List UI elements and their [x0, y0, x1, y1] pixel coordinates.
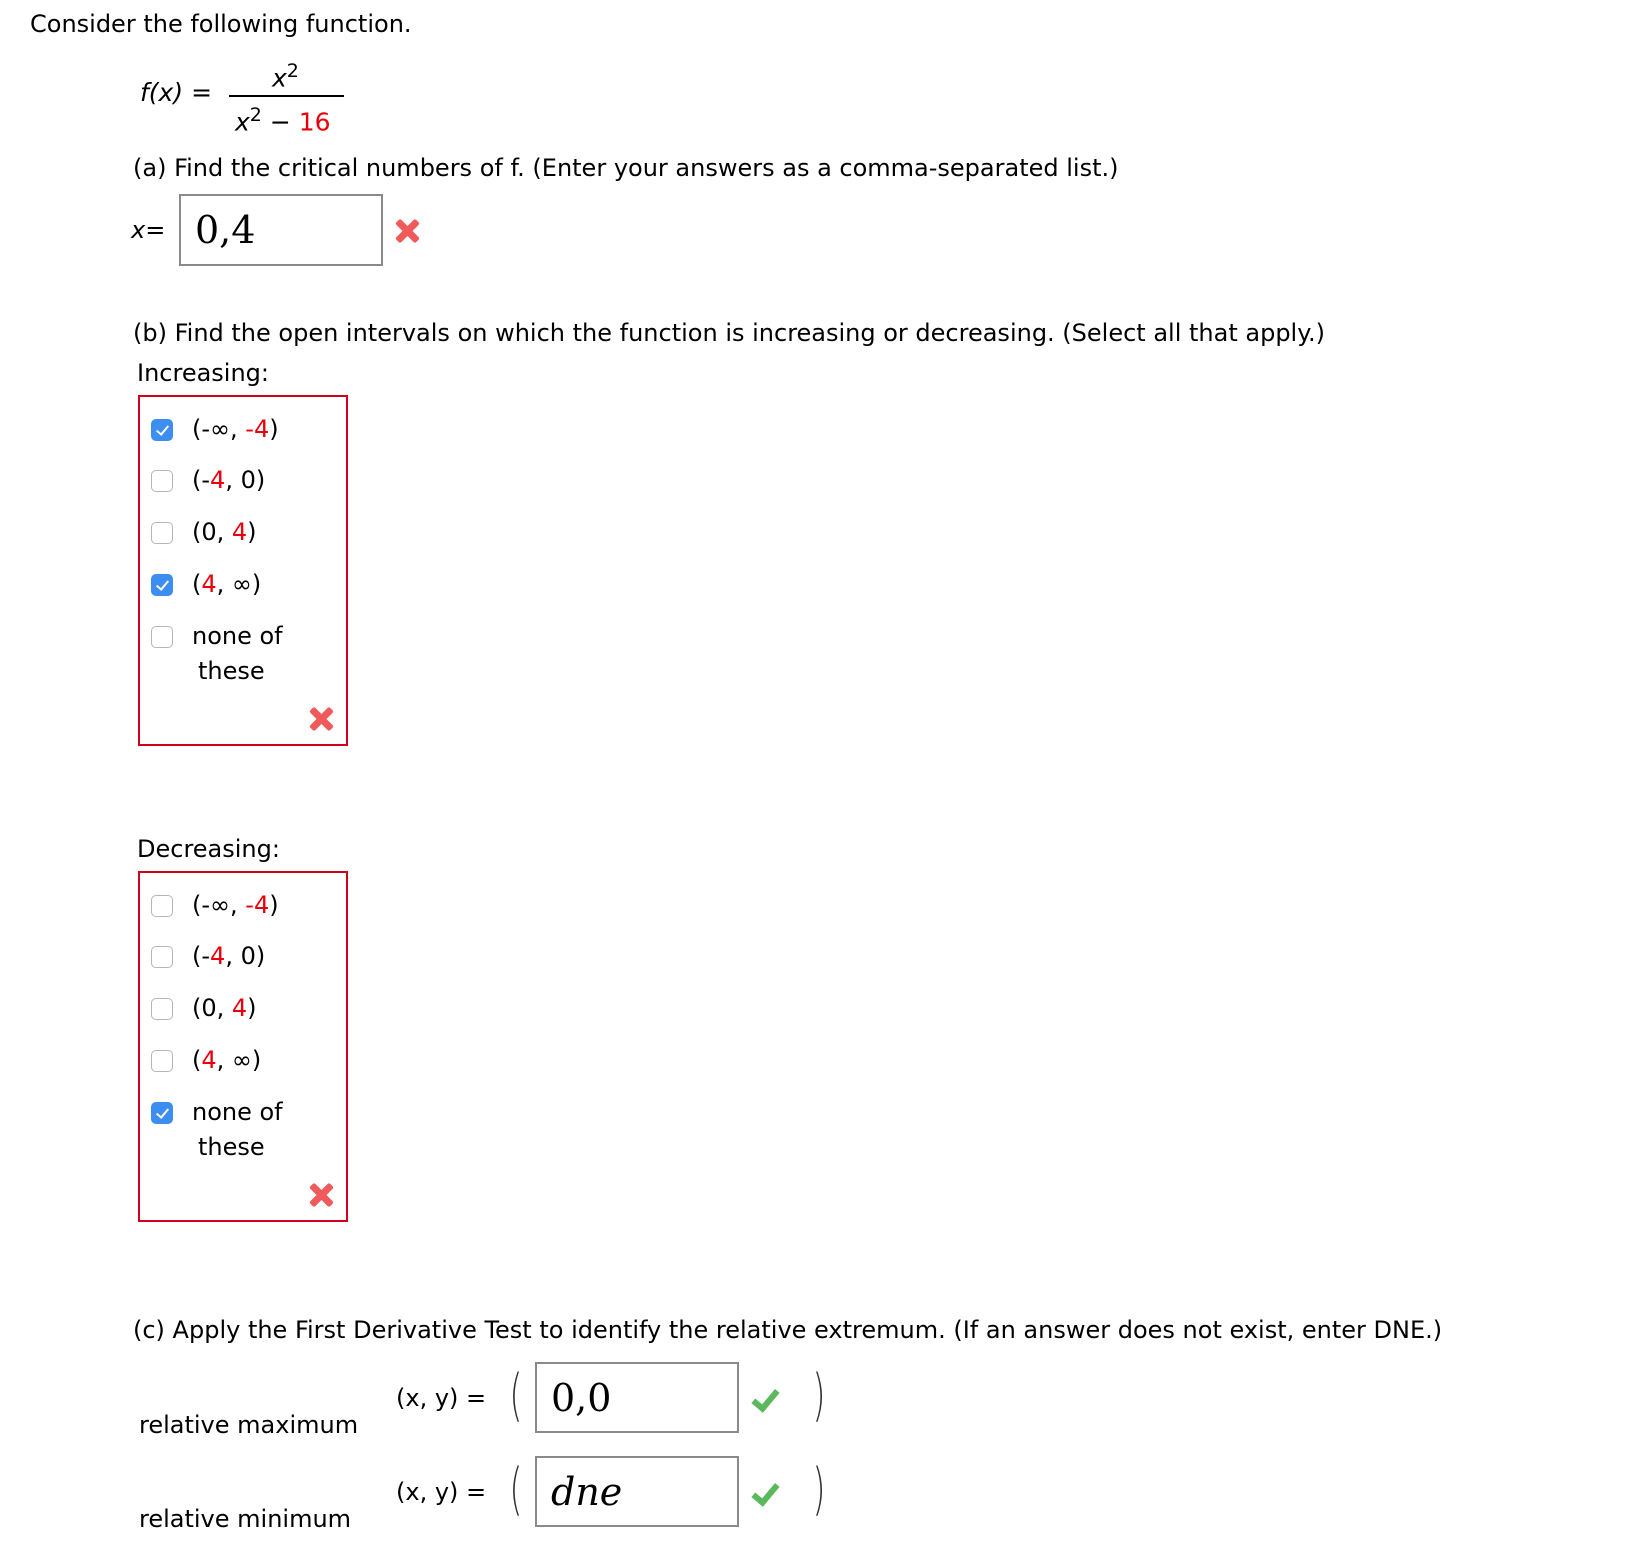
increasing-options-group	[138, 395, 348, 746]
x-equals-label: x=	[131, 216, 166, 244]
decreasing-option-label[interactable]: (-4, 0)	[192, 942, 266, 970]
close-paren: )	[812, 1363, 826, 1428]
denominator: $x^2 - 16$	[235, 104, 331, 137]
decreasing-options-group	[138, 871, 348, 1222]
decreasing-option-label-line2: these	[198, 1133, 265, 1161]
increasing-option-checkbox[interactable]	[151, 522, 173, 544]
increasing-option-checkbox[interactable]	[151, 574, 173, 596]
open-paren: (	[509, 1457, 523, 1522]
intro-text: Consider the following function.	[30, 10, 412, 38]
xy-equals-label: (x, y) =	[396, 1384, 487, 1412]
part-a-prompt: (a) Find the critical numbers of f. (Enter your answers as a comma-separated list.)	[133, 154, 1119, 182]
decreasing-option-checkbox[interactable]	[151, 895, 173, 917]
incorrect-icon	[307, 1181, 335, 1209]
incorrect-icon	[393, 217, 421, 245]
relative-maximum-input[interactable]: 0,0	[535, 1362, 739, 1433]
decreasing-option-checkbox[interactable]	[151, 1050, 173, 1072]
decreasing-option-label[interactable]: (-∞, -4)	[192, 891, 279, 919]
incorrect-icon	[307, 705, 335, 733]
critical-numbers-input[interactable]: 0,4	[179, 194, 383, 266]
fraction-bar	[229, 95, 344, 97]
decreasing-option-checkbox[interactable]	[151, 1102, 173, 1124]
decreasing-option-label[interactable]: (4, ∞)	[192, 1046, 262, 1074]
xy-equals-label: (x, y) =	[396, 1478, 487, 1506]
increasing-option-label[interactable]: (0, 4)	[192, 518, 257, 546]
decreasing-label: Decreasing:	[137, 835, 280, 863]
increasing-label: Increasing:	[137, 359, 269, 387]
correct-check-icon	[748, 1387, 778, 1413]
increasing-option-checkbox[interactable]	[151, 470, 173, 492]
numerator: $x^2$	[272, 60, 299, 93]
decreasing-option-checkbox[interactable]	[151, 998, 173, 1020]
increasing-option-label[interactable]: (-4, 0)	[192, 466, 266, 494]
increasing-option-checkbox[interactable]	[151, 626, 173, 648]
increasing-option-label[interactable]: none of	[192, 622, 283, 650]
function-lhs: f(x)	[140, 78, 184, 107]
relative-minimum-input[interactable]: dne	[535, 1456, 739, 1527]
equals: =	[191, 78, 213, 107]
relative-maximum-label: relative maximum	[139, 1411, 359, 1439]
increasing-option-label-line2: these	[198, 657, 265, 685]
decreasing-option-label[interactable]: (0, 4)	[192, 994, 257, 1022]
increasing-option-label[interactable]: (4, ∞)	[192, 570, 262, 598]
close-paren: )	[812, 1457, 826, 1522]
increasing-option-checkbox[interactable]	[151, 419, 173, 441]
decreasing-option-checkbox[interactable]	[151, 946, 173, 968]
relative-minimum-label: relative minimum	[139, 1505, 352, 1533]
increasing-option-label[interactable]: (-∞, -4)	[192, 415, 279, 443]
part-c-prompt: (c) Apply the First Derivative Test to identify the relative extremum. (If an answer does not exist, enter DNE.)	[133, 1316, 1443, 1344]
decreasing-option-label[interactable]: none of	[192, 1098, 283, 1126]
correct-check-icon	[748, 1481, 778, 1507]
open-paren: (	[509, 1363, 523, 1428]
part-b-prompt: (b) Find the open intervals on which the function is increasing or decreasing. (Select all that apply.)	[133, 319, 1325, 347]
